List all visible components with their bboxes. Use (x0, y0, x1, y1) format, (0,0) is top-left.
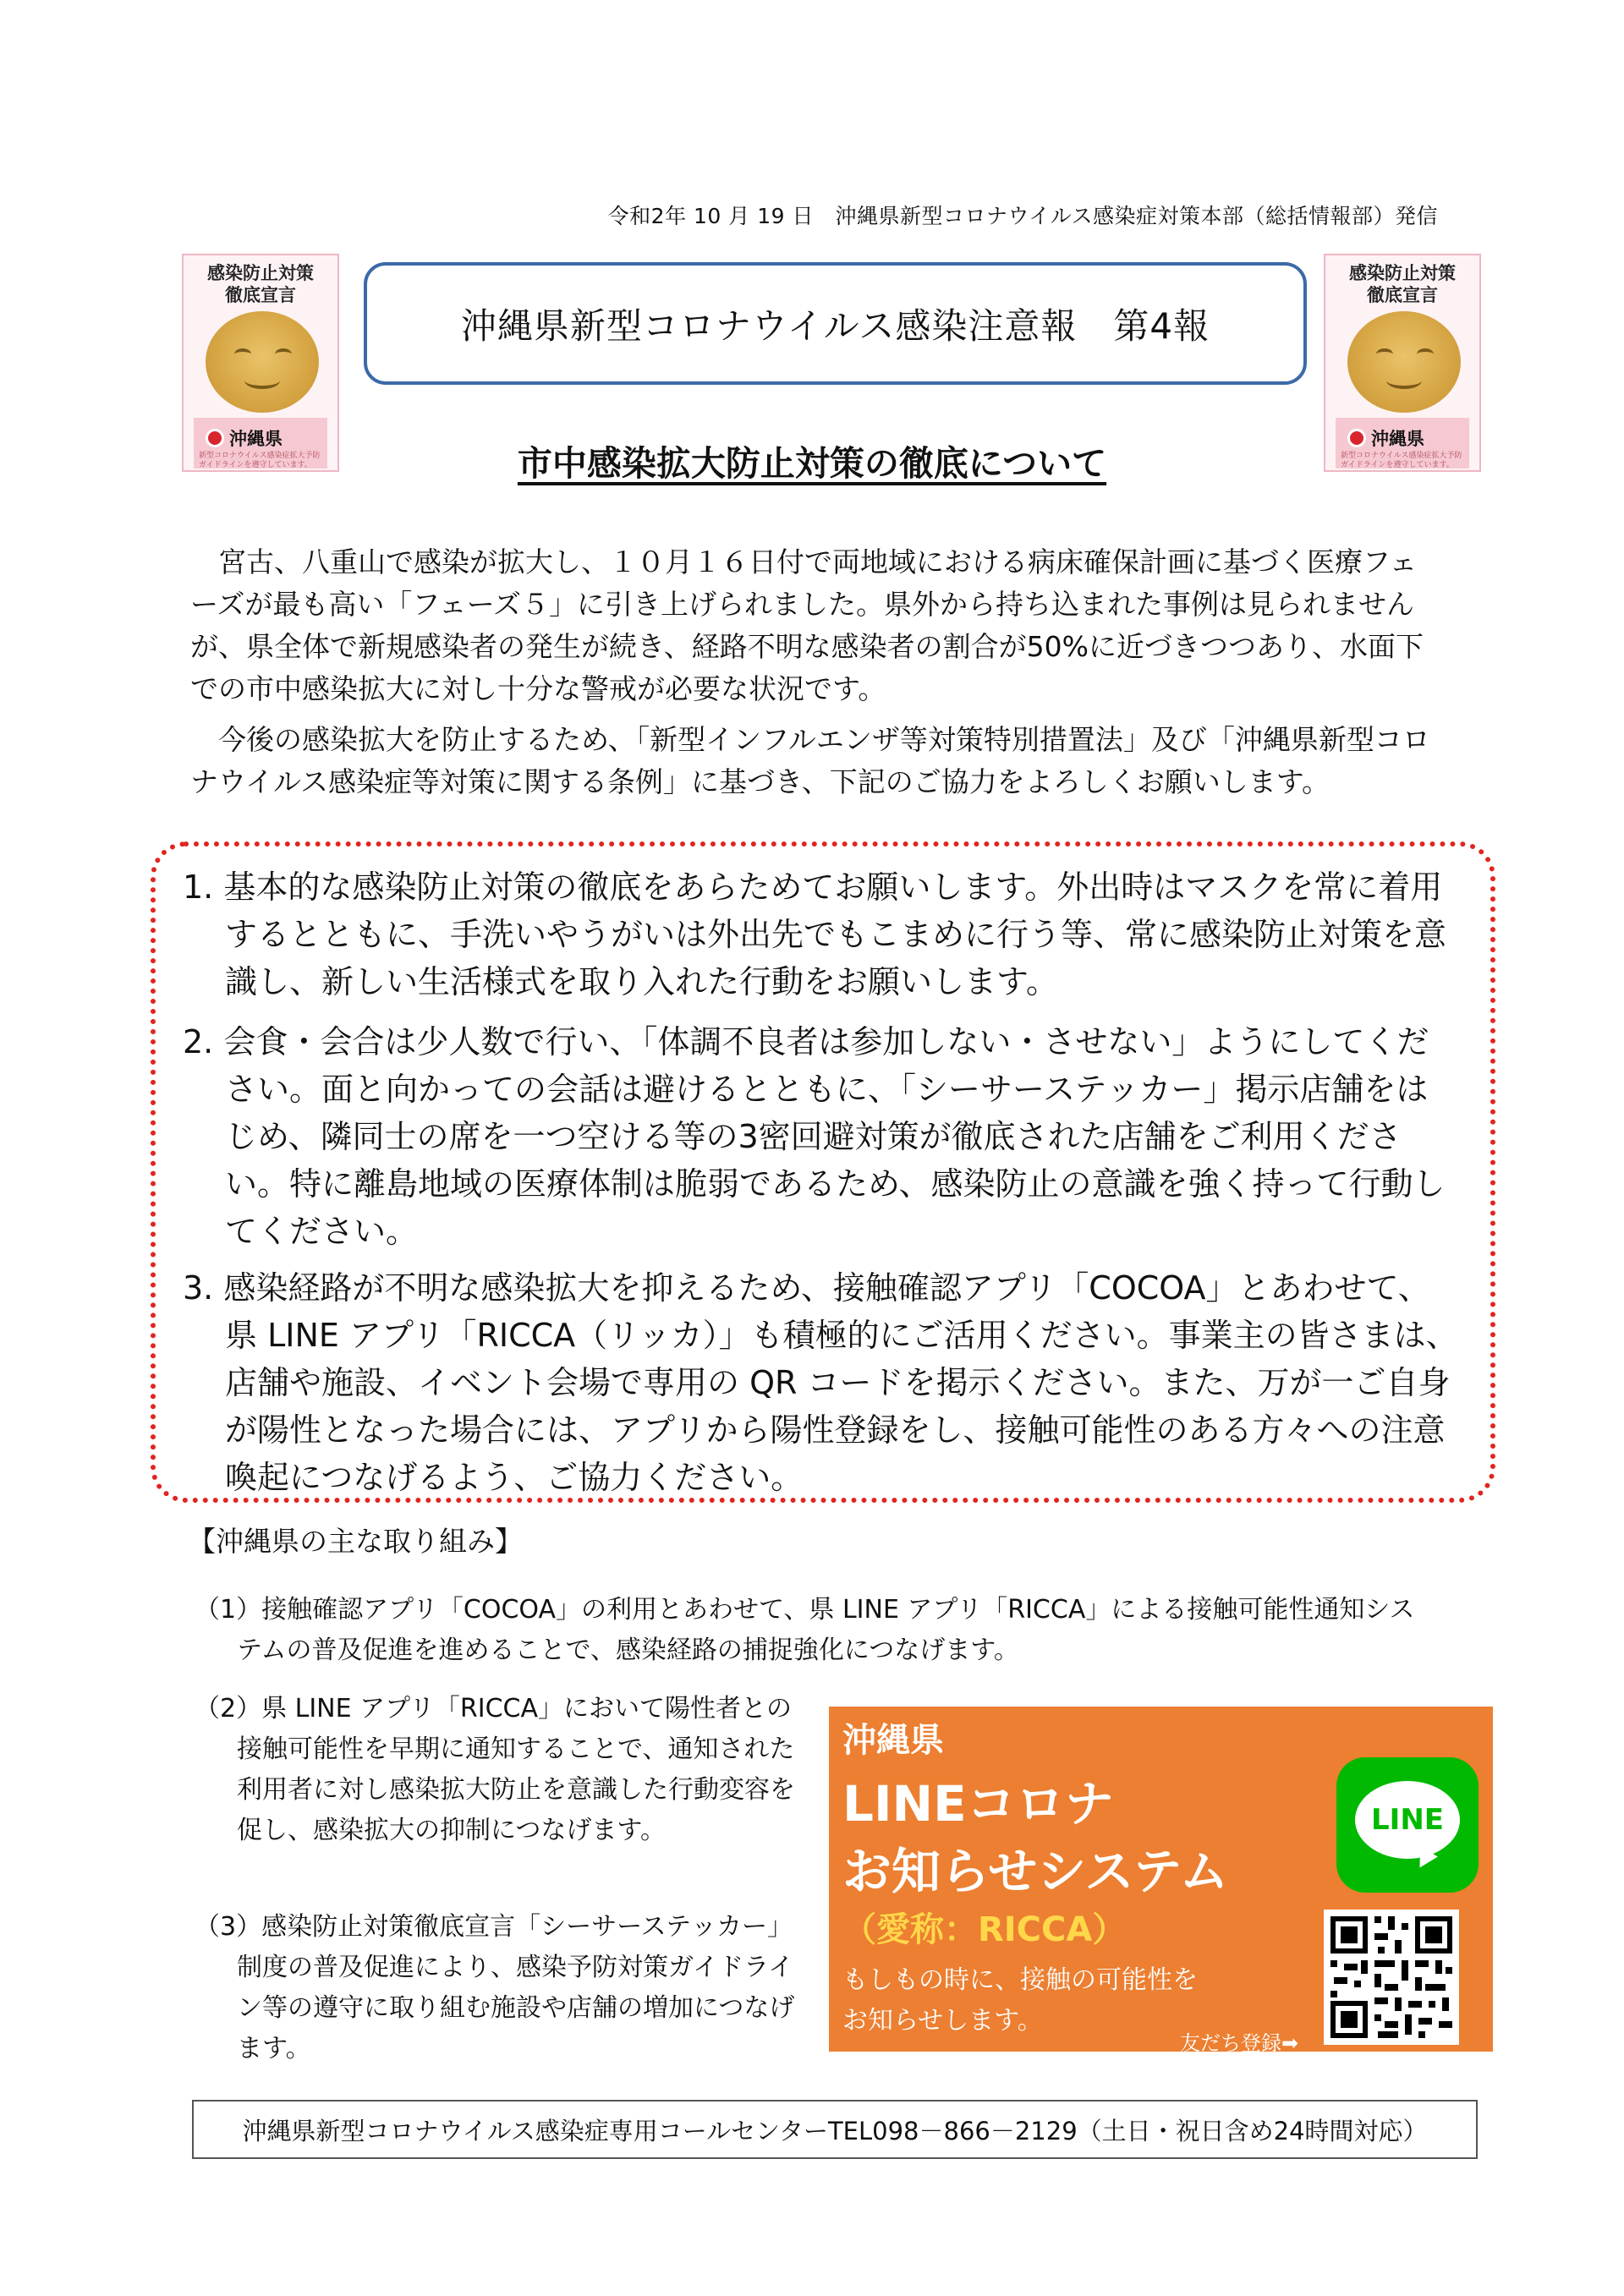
sticker-title: 感染防止対策 徹底宣言 (207, 263, 314, 305)
add-friend-link[interactable]: 友だち登録➡ (1180, 2031, 1299, 2055)
banner-description: もしもの時に、接触の可能性を (842, 1965, 1198, 1995)
issue-date-line: 令和2年 10 月 19 日 沖縄県新型コロナウイルス感染症対策本部（総括情報部）発信 (607, 204, 1438, 228)
line-app-icon[interactable] (1336, 1757, 1479, 1893)
sticker-note: 新型コロナウイルス感染症拡大予防ガイドラインを遵守しています。 (1341, 452, 1462, 469)
okinawa-logo: 沖縄県 (206, 426, 332, 450)
shisa-face-icon (206, 311, 319, 413)
subtitle: 市中感染拡大防止対策の徹底について (517, 443, 1107, 484)
line-logo-text: LINE (1371, 1803, 1444, 1837)
qr-code-icon[interactable] (1324, 1910, 1459, 2045)
call-center-box (192, 2100, 1478, 2159)
call-center-text: 沖縄県新型コロナウイルス感染症専用コールセンターTEL098－866－2129（土日・祝日含め24時間対応） (242, 2116, 1428, 2145)
requests-box (151, 841, 1495, 1503)
shisa-face-icon (1347, 311, 1461, 413)
measures-heading: 【沖縄県の主な取り組み】 (188, 1525, 523, 1558)
intro-paragraph-2: 今後の感染拡大を防止するため、「新型インフルエンザ等対策特別措置法」及び「沖縄県新型コロナウイルス感染症等対策に関する条例」に基づき、下記のご協力をよろしくお願いします。 (190, 723, 1430, 798)
request-item: 1. 基本的な感染防止対策の徹底をあらためてお願いします。外出時はマスクを常に着用するとともに、手洗いやうがいは外出先でもこまめに行う等、常に感染防止対策を意識し、新しい生活様式を取り入れた行動をお願いします。 (183, 869, 1447, 1000)
page-title: 沖縄県新型コロナウイルス感染注意報 第4報 (460, 304, 1210, 347)
measure-item: （3）感染防止対策徹底宣言「シーサーステッカー」制度の普及促進により、感染予防対策ガイドライン等の遵守に取り組む施設や店舗の増加につなげます。 (195, 1912, 795, 2063)
intro-paragraph-1: 宮古、八重山で感染が拡大し、１０月１６日付で両地域における病床確保計画に基づく医療フェーズが最も高い「フェーズ５」に引き上げられました。県外から持ち込まれた事例は見られませんが、県全体で新規感染者の発生が続き、経路不明な感染者の割合が50%に近づきつつあり、水面下での市中感染拡大に対し十分な警戒が必要な状況です。 (190, 545, 1424, 705)
measure-item: （1）接触確認アプリ「COCOA」の利用とあわせて、県 LINE アプリ「RICCA」による接触可能性通知システムの普及促進を進めることで、感染経路の捕捉強化につなげます。 (195, 1595, 1415, 1665)
title-box (364, 262, 1307, 385)
measure-item: （2）県 LINE アプリ「RICCA」において陽性者との接触可能性を早期に通知することで、通知された利用者に対し感染拡大防止を意識した行動変容を促し、感染拡大の抑制につなげます。 (195, 1694, 795, 1845)
sticker-note: 新型コロナウイルス感染症拡大予防ガイドラインを遵守しています。 (199, 452, 321, 469)
banner-prefecture: 沖縄県 (842, 1721, 944, 1760)
request-item: 2. 会食・会合は少人数で行い、「体調不良者は参加しない・させない」ようにしてください。面と向かっての会話は避けるとともに、「シーサーステッカー」掲示店舗をはじめ、隣同士の席を一つ空ける等の3密回避対策が徹底された店舗をご利用ください。特に離島地域の医療体制は脆弱であるため、感染防止の意識を強く持って行動してください。 (183, 1023, 1446, 1250)
okinawa-logo: 沖縄県 (1347, 426, 1474, 450)
banner-nickname: （愛称：RICCA） (842, 1910, 1127, 1949)
line-corona-banner[interactable] (829, 1707, 1493, 2055)
banner-title-line2: お知らせシステム (842, 1843, 1229, 1900)
banner-description: お知らせします。 (842, 2006, 1043, 2036)
sticker-title: 感染防止対策 徹底宣言 (1349, 263, 1456, 305)
banner-title-line1: LINEコロナ (842, 1775, 1114, 1833)
request-item: 3. 感染経路が不明な感染拡大を抑えるため、接触確認アプリ「COCOA」とあわせて、県 LINE アプリ「RICCA（リッカ）」も積極的にご活用ください。事業主の皆さまは、店舗や施設、イベント会場で専用の QR コードを掲示ください。また、万が一ご自身が陽性となった場合には、アプリから陽性登録をし、接触可能性のある方々への注意喚起につなげるよう、ご協力ください。 (183, 1269, 1458, 1496)
